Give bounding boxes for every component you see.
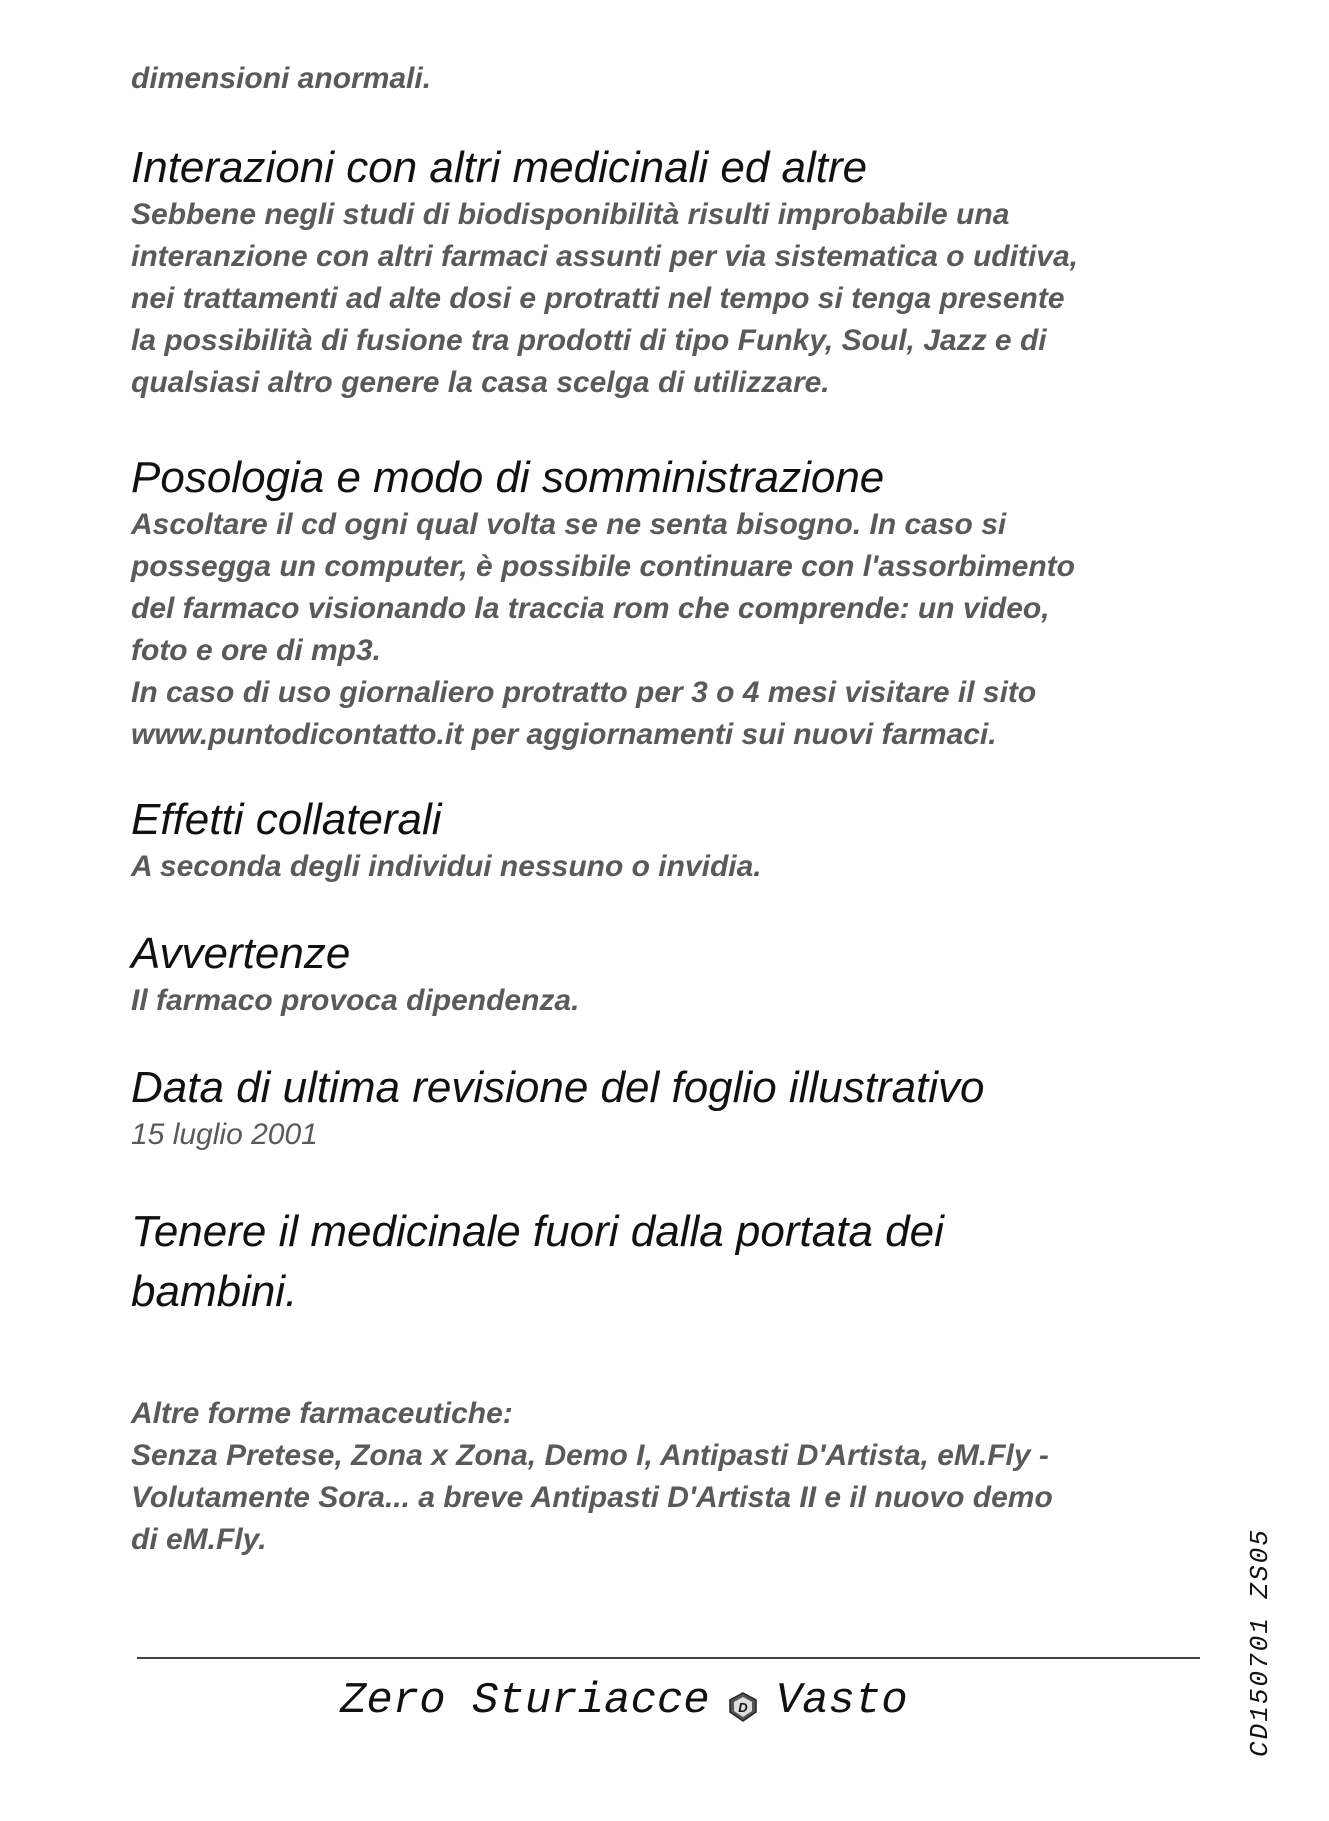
footer-divider (137, 1657, 1200, 1659)
footer-left-text: Zero Sturiacce (340, 1676, 710, 1726)
section-heading: Effetti collaterali (131, 795, 442, 844)
section-warnings (131, 928, 1261, 1022)
continued-text: dimensioni anormali. (131, 62, 432, 95)
svg-text:D: D (737, 1700, 748, 1715)
section-body: Il farmaco provoca dipendenza. (131, 984, 580, 1017)
warning-heading: Tenere il medicinale fuori dalla portata dei bambini. (131, 1207, 944, 1316)
footer (340, 1676, 908, 1726)
section-side-effects (131, 794, 1261, 888)
section-heading: Avvertenze (131, 929, 351, 978)
section-body: Sebbene negli studi di biodisponibilità risulti improbabile una interanzione con altri farmaci assunti per via sistematica o uditiva, nei trattamenti ad alte dosi e protratti nel tempo si tenga presente la possibilità di fusione tra prodotti di tipo Funky, Soul, Jazz e di qualsiasi altro genere la casa scelga di utilizzare. (131, 198, 1078, 399)
section-dosage (131, 452, 1261, 756)
section-keep-away (131, 1202, 1261, 1322)
leaflet-content (131, 142, 1261, 1322)
shield-d-logo-icon (728, 1686, 758, 1716)
other-forms (131, 1393, 1251, 1561)
section-body: A seconda degli individui nessuno o invidia. (131, 850, 762, 883)
other-forms-label: Altre forme farmaceutiche: (131, 1397, 513, 1430)
other-forms-list: Senza Pretese, Zona x Zona, Demo I, Antipasti D'Artista, eM.Fly - Volutamente Sora... a breve Antipasti D'Artista II e il nuovo demo di eM.Fly. (131, 1439, 1053, 1556)
section-revision-date (131, 1062, 1261, 1156)
footer-right-text: Vasto (775, 1676, 908, 1726)
catalog-code: CD150701 ZS05 (1245, 1528, 1275, 1757)
section-heading: Interazioni con altri medicinali ed altre (131, 143, 868, 192)
section-heading: Data di ultima revisione del foglio illustrativo (131, 1063, 985, 1112)
section-heading: Posologia e modo di somministrazione (131, 453, 885, 502)
section-interactions (131, 142, 1261, 404)
revision-date: 15 luglio 2001 (131, 1118, 318, 1151)
section-body: Ascoltare il cd ogni qual volta se ne senta bisogno. In caso si possegga un computer, è possibile continuare con l'assorbimento del farmaco visionando la traccia rom che comprende: un video, foto e ore di mp3. In caso di uso giornaliero protratto per 3 o 4 mesi visitare il sito www.puntodicontatto.it per aggiornamenti sui nuovi farmaci. (131, 508, 1075, 751)
